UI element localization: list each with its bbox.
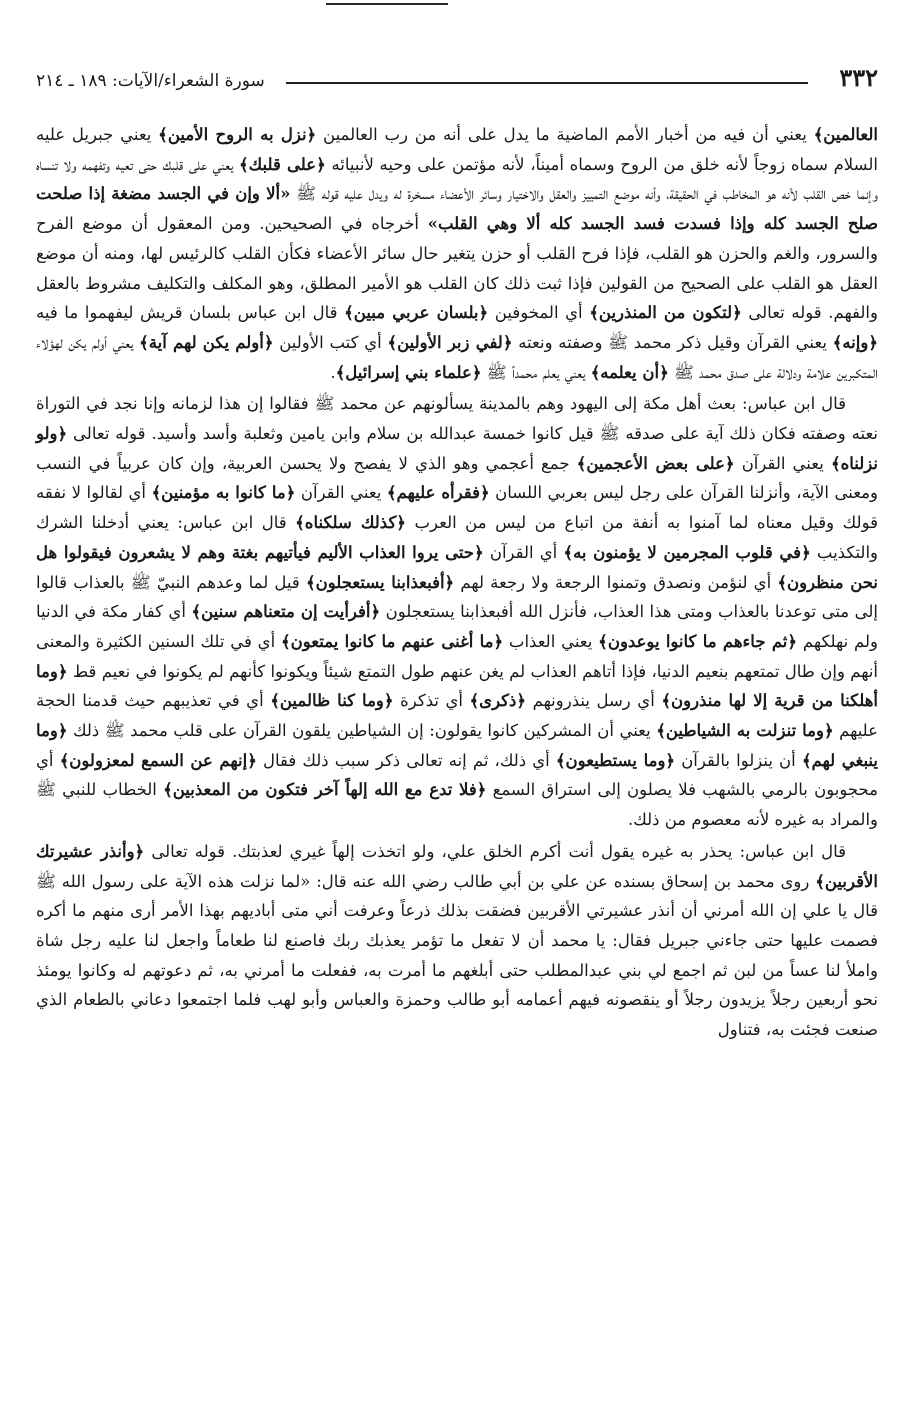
body-text: .	[330, 362, 336, 382]
body-text: أي محجوبون بالرمي بالشهب فلا يصلون إلى استراق السمع	[36, 750, 878, 800]
quoted-text: ﴿إنهم عن السمع لمعزولون﴾	[59, 750, 257, 770]
quoted-text: ﴿أولم يكن لهم آية﴾	[139, 332, 274, 352]
body-text: يعني أولم يكن لهؤلاء المتكبرين علامة ودلالة على صدق محمد ﷺ	[36, 332, 878, 382]
body-text: أي المخوفين	[488, 303, 590, 323]
quoted-text: ﴿حتى يروا العذاب الأليم فيأتيهم بغتة وهم لا يشعرون فيقولوا هل نحن منظرون﴾	[36, 542, 879, 592]
body-text: أي ذلك، ثم إنه تعالى ذكر سبب ذلك فقال	[256, 750, 556, 770]
quoted-text: ﴿فلا تدع مع الله إلهاً آخر فتكون من المعذبين﴾	[163, 780, 487, 800]
quoted-text: ﴿ما أغنى عنهم ما كانوا يمتعون﴾	[280, 631, 504, 651]
quoted-text: ﴿نزل به الروح الأمين﴾	[158, 125, 317, 144]
quoted-text: ﴿أفرأيت إن متعناهم سنين﴾	[191, 602, 381, 622]
quoted-text: ﴿علماء بني إسرائيل﴾	[335, 362, 482, 382]
body-text: أي رسل ينذرونهم	[526, 691, 662, 711]
body-text: أي لقالوا لا نفقه قولك وقيل معناه لما آمنوا به أنفة من اتباع من ليس من العرب	[36, 483, 878, 533]
quoted-text: ﴿أفبعذابنا يستعجلون﴾	[305, 572, 455, 592]
quoted-text: ﴿بلسان عربي مبين﴾	[344, 303, 489, 323]
body-text: أي تذكرة	[393, 691, 470, 711]
body-text: يعني القرآن وقيل ذكر محمد ﷺ وصفته ونعته	[512, 332, 833, 352]
quoted-text: «ألا وإن في الجسد مضغة إذا صلحت صلح الجسد كله وإذا فسدت فسد الجسد كله ألا وهي القلب»	[36, 184, 878, 234]
quoted-text: ﴿وما تنزلت به الشياطين﴾	[656, 721, 834, 741]
body-text: قال ابن عباس: يحذر به غيره يقول أنت أكرم الخلق علي، ولو اتخذت إلهاً غيري لعذبتك. قوله تعالى	[144, 841, 846, 861]
body-text: الخطاب للنبي ﷺ والمراد به غيره لأنه معصوم من ذلك.	[36, 780, 878, 830]
body-text: يعني جبريل عليه السلام سماه زوجاً لأنه خلق من الروح وسماه أميناً، لأنه مؤتمن على وحيه لأنبيائه	[36, 125, 878, 174]
body-text: يعني أن المشركين كانوا يقولون: إن الشياطين يلقون القرآن على قلب محمد ﷺ ذلك	[67, 721, 657, 741]
quoted-text: ﴿وما يستطيعون﴾	[555, 750, 676, 770]
body-text: روى محمد بن إسحاق بسنده عن علي بن أبي طالب رضي الله عنه قال:	[310, 871, 816, 891]
quoted-text: ﴿وما ينبغي لهم﴾	[36, 721, 878, 770]
quoted-text: ﴿ثم جاءهم ما كانوا يوعدون﴾	[598, 631, 798, 651]
paragraph	[36, 389, 878, 835]
quoted-text: ﴿ذكرى﴾	[469, 691, 527, 711]
body-text: يعني القرآن	[295, 483, 387, 503]
text-body	[36, 120, 878, 1045]
quoted-text: ﴿أن يعلمه﴾	[590, 362, 669, 382]
quoted-text: ﴿على قلبك﴾	[238, 154, 326, 174]
quoted-text: ﴿لفي زبر الأولين﴾	[387, 332, 513, 352]
body-text: قال ابن عباس بلسان قريش ليفهموا ما فيه	[36, 303, 345, 323]
body-text: يعني أن فيه من أخبار الأمم الماضية ما يدل على أنه من رب العالمين	[316, 125, 814, 144]
quoted-text: ﴿في قلوب المجرمين لا يؤمنون به﴾	[563, 542, 811, 562]
body-text: «لما نزلت هذه الآية على رسول الله ﷺ قال يا علي إن الله أمرني أن أنذر عشيرتي الأقربين فضقت بذلك ذرعاً وعرفت أني متى أباديهم بهذا الأمر أرى منهم ما أكره فصمت عليها حتى جاءني جبريل فقال: يا محمد أن لا تفعل ما تؤمر يعذبك ربك فاصنع لنا طعاماً واجعل لنا عليه رجل شاة واملأ لنا عساً من لبن ثم اجمع لي بني عبدالمطلب حتى أبلغهم ما أمرت به، ففعلت ما أمرني به، ثم دعوتهم له وكانوا يومئذ نحو أربعين رجلاً يزيدون رجلاً أو ينقصونه فيهم أعمامه أبو طالب وحمزة والعباس وأبو لهب فلما اجتمعوا دعاني بالطعام الذي صنعت فجئت به، فتناول	[36, 871, 878, 1040]
body-text: قال ابن عباس: بعث أهل مكة إلى اليهود وهم بالمدينة يسألونهم عن محمد ﷺ فقالوا إن هذا لزمانه وإنا نجد في التوراة نعته وصفته فكان ذلك آية على صدقه ﷺ قيل كانوا خمسة عبدالله بن سلام وابن يامين وثعلبة وأسد وأسيد. قوله تعالى	[36, 394, 878, 444]
quoted-text: العالمين﴾	[813, 125, 878, 144]
body-text: قيل لما وعدهم النبيّ ﷺ بالعذاب قالوا إلى متى توعدنا بالعذاب ومتى هذا العذاب، فأنزل الله أفبعذابنا يستعجلون	[36, 572, 878, 622]
paragraph	[36, 837, 878, 1045]
page-number: ٣٣٢	[839, 63, 878, 92]
body-text: أي القرآن	[483, 542, 564, 562]
body-text: يعني على قلبك حتى تعيه وتفهمه ولا تنساه وإنما خص القلب لأنه هو المخاطب في الحقيقة، وأنه موضع التمييز والعقل والاختيار وسائر الأعضاء مسخرة له ويدل عليه قوله ﷺ	[36, 154, 878, 204]
quoted-text: ﴿وما أهلكنا من قرية إلا لها منذرون﴾	[36, 661, 878, 711]
body-text: يعني يعلم محمداً ﷺ	[481, 362, 591, 382]
body-text: أخرجاه في الصحيحين. ومن المعقول أن موضع الفرح والسرور، والغم والحزن هو القلب، فإذا فرح القلب أو حزن يتغير حال سائر الأعضاء فكأن القلب كالرئيس لها، ومنه أن موضع العقل هو القلب على الصحيح من القولين فإذا ثبت ذلك كان القلب هو الأمير المطلق، وهو المكلف والتكليف مشروط بالعقل والفهم. قوله تعالى	[36, 214, 878, 323]
body-text: يعني القرآن	[734, 453, 831, 473]
quoted-text: ﴿كذلك سلكناه﴾	[295, 513, 406, 533]
quoted-text: ﴿ولو نزلناه﴾	[36, 424, 878, 473]
body-text: أن ينزلوا بالقرآن	[675, 750, 802, 770]
quoted-text: ﴿لتكون من المنذرين﴾	[589, 303, 742, 323]
body-text: يعني العذاب	[503, 631, 599, 651]
body-text: قال ابن عباس: يعني أدخلنا الشرك والتكذيب	[36, 513, 879, 562]
running-title: سورة الشعراء/الآيات: ١٨٩ ـ ٢١٤	[36, 71, 265, 91]
body-text: أي في تعذيبهم حيث قدمنا الحجة عليهم	[36, 691, 878, 741]
body-text: أي كتب الأولين	[273, 332, 388, 352]
page-header	[36, 60, 878, 96]
header-rule	[286, 82, 808, 84]
body-text: جمع أعجمي وهو الذي لا يفصح ولا يحسن العربية، وإن كان عربياً في النسب ومعنى الآية، وأنزلنا القرآن على رجل ليس بعربي اللسان	[36, 453, 878, 503]
paragraph	[36, 120, 878, 387]
quoted-text: ﴿وإنه﴾	[832, 332, 878, 352]
body-text: أي كفار مكة في الدنيا ولم نهلكهم	[36, 602, 878, 651]
quoted-text: ﴿وما كنا ظالمين﴾	[270, 691, 394, 711]
body-text: أي لنؤمن ونصدق وتمنوا الرجعة ولا رجعة لهم	[454, 572, 778, 592]
quoted-text: ﴿وأنذر عشيرتك الأقربين﴾	[36, 841, 878, 891]
quoted-text: ﴿على بعض الأعجمين﴾	[576, 453, 735, 473]
quoted-text: ﴿فقرأه عليهم﴾	[386, 483, 490, 503]
top-rule	[326, 3, 448, 5]
body-text: أي في تلك السنين الكثيرة والمعنى أنهم وإن طال تمتعهم بنعيم الدنيا، فإذا أتاهم العذاب لم يغن عنهم طول التمتع شيئاً ويكونوا كأنهم لم يكونوا في نعيم قط	[36, 631, 878, 681]
quoted-text: ﴿ما كانوا به مؤمنين﴾	[151, 483, 296, 503]
